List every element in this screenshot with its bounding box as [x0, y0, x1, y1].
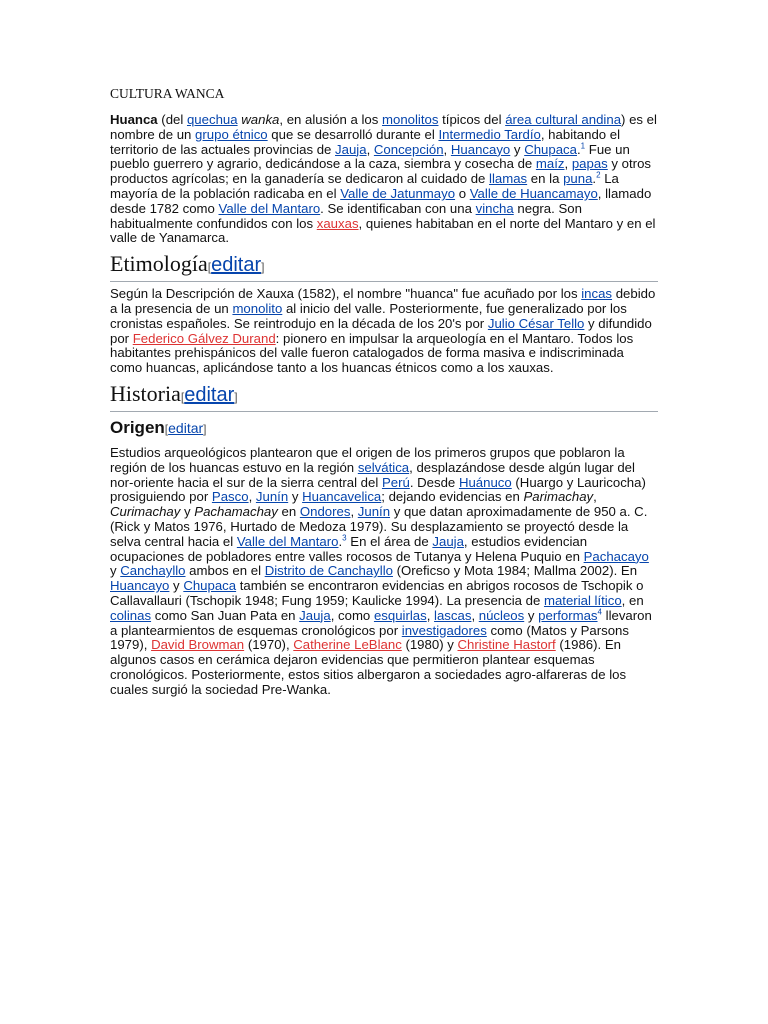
bracket-close: ] — [234, 389, 238, 404]
link-canchayllo[interactable]: Canchayllo — [120, 563, 186, 579]
subsection-title: Origen — [110, 417, 165, 437]
document-title: CULTURA WANCA — [110, 86, 225, 101]
section-title: Historia — [110, 380, 181, 406]
link-nucleos[interactable]: núcleos — [478, 607, 525, 623]
text-run: , en — [621, 592, 644, 608]
footnote-link[interactable]: 4 — [597, 607, 602, 617]
bracket-open: [ — [180, 389, 185, 404]
text-run: y — [510, 141, 525, 157]
footnote-link[interactable]: 1 — [580, 141, 586, 151]
link-performas[interactable]: performas — [538, 607, 598, 623]
link-jauja[interactable]: Jauja — [335, 141, 367, 157]
link-area-cultural-andina[interactable]: área cultural andina — [505, 112, 622, 127]
link-pachacayo[interactable]: Pachacayo — [583, 548, 649, 564]
text-run: , habitando el territorio de las actuales provincias de — [110, 126, 621, 157]
link-monolitos[interactable]: monolitos — [382, 112, 439, 127]
link-xauxas[interactable]: xauxas — [316, 215, 359, 231]
link-federico-galvez-durand[interactable]: Federico Gálvez Durand — [132, 330, 276, 346]
link-intermedio-tardio[interactable]: Intermedio Tardío — [438, 126, 541, 142]
text-run: Estudios arqueológicos plantearon que el origen de los primeros grupos que poblaron la región de los huancas estuvo en la región — [110, 444, 625, 475]
text-run: , — [564, 156, 572, 172]
link-papas[interactable]: papas — [571, 156, 608, 172]
origen-paragraph — [110, 446, 658, 698]
link-chupaca[interactable]: Chupaca — [524, 141, 577, 157]
text-run: , como — [330, 607, 374, 623]
text-run: ) es el nombre de un — [110, 112, 657, 142]
text-run: o — [455, 185, 470, 201]
link-vincha[interactable]: vincha — [475, 200, 514, 216]
text-run: En el área de — [346, 533, 433, 549]
link-ondores[interactable]: Ondores — [299, 504, 351, 520]
footnote-link[interactable]: 3 — [342, 533, 347, 543]
link-llamas[interactable]: llamas — [489, 171, 528, 187]
link-catherine-leblanc[interactable]: Catherine LeBlanc — [293, 637, 402, 653]
link-valle-del-mantaro[interactable]: Valle del Mantaro — [218, 200, 321, 216]
text-run: y difundido por — [110, 315, 652, 346]
text-run: también se encontraron evidencias en abrigos rocosos de Tschopik o Callavallauri (Tschopik 1948; Fung 1959; Kaulicke 1994). La presencia de — [110, 578, 644, 608]
link-valle-de-huancamayo[interactable]: Valle de Huancamayo — [469, 185, 598, 201]
link-jauja-2[interactable]: Jauja — [432, 533, 464, 549]
document-page — [110, 86, 658, 698]
text-run: , — [350, 504, 358, 520]
text-run: Según la Descripción de Xauxa (1582), el nombre "huanca" fue acuñado por los — [110, 286, 582, 302]
text-run: . Desde — [409, 474, 459, 490]
link-pasco[interactable]: Pasco — [211, 489, 249, 505]
etimologia-paragraph — [110, 287, 658, 376]
link-concepcion[interactable]: Concepción — [373, 141, 444, 157]
text-run: . — [592, 171, 597, 187]
link-huancayo[interactable]: Huancayo — [450, 141, 511, 157]
link-peru[interactable]: Perú — [381, 474, 410, 490]
link-david-browman[interactable]: David Browman — [151, 637, 245, 653]
text-run: , — [443, 141, 451, 157]
intro-paragraph — [110, 113, 658, 246]
text-run: como San Juan Pata en — [151, 607, 300, 623]
section-title: Etimología — [110, 251, 208, 277]
bracket-close: ] — [261, 260, 265, 275]
link-huancavelica[interactable]: Huancavelica — [302, 489, 382, 505]
text-run: y — [524, 607, 539, 623]
footnote-link[interactable]: 2 — [596, 170, 601, 180]
link-monolito[interactable]: monolito — [232, 300, 283, 316]
subsection-heading-origen — [110, 417, 658, 440]
text-run: y otros productos agrícolas; en la ganadería se dedicaron al cuidado de — [110, 156, 652, 187]
text-run: en — [277, 504, 300, 520]
text-run: (del — [157, 112, 187, 127]
link-lascas[interactable]: lascas — [434, 607, 472, 623]
text-run: negra. Son habitualmente confundidos con los — [110, 200, 582, 231]
text-run: La mayoría de la población radicaba en el — [110, 171, 619, 201]
text-run: y — [288, 489, 303, 505]
link-maiz[interactable]: maíz — [535, 156, 565, 172]
text-run: como (Matos y Parsons 1979), — [110, 622, 629, 653]
link-colinas[interactable]: colinas — [110, 607, 152, 623]
link-junin-2[interactable]: Junín — [357, 504, 391, 520]
text-run: que se desarrolló durante el — [267, 126, 439, 142]
text-run: (Huargo y Lauricocha) prosiguiendo por — [110, 474, 646, 505]
text-run: en la — [527, 171, 564, 187]
section-heading-etimologia — [110, 251, 658, 282]
link-material-litico[interactable]: material lítico — [543, 592, 622, 608]
text-run: y — [180, 504, 195, 520]
text-run: . — [338, 533, 343, 549]
text-run: : pionero en impulsar la arqueología en el Mantaro. Todos los habitantes prehispánicos del valle fueron catalogados de forma masiva e indiscriminada como huancas, aplicándose tanto a los huancas étnicos como a los xauxas. — [110, 330, 634, 376]
text-run: al inicio del valle. Posteriormente, fue generalizado por los cronistas españoles. Se reintrodujo en la década de los 20's por — [110, 300, 627, 331]
section-heading-historia — [110, 381, 658, 412]
text-run: . — [576, 141, 581, 157]
edit-link-historia[interactable]: editar — [184, 383, 235, 406]
link-quechua[interactable]: quechua — [186, 112, 238, 127]
link-puna[interactable]: puna — [563, 171, 593, 187]
link-huancayo-2[interactable]: Huancayo — [110, 578, 170, 594]
text-run: debido a la presencia de un — [110, 286, 656, 316]
edit-link-origen[interactable]: editar — [168, 419, 204, 436]
text-run: ; dejando evidencias en — [381, 489, 524, 505]
link-esquirlas[interactable]: esquirlas — [373, 607, 427, 623]
text-run: llevaron a plantearmientos de esquemas cronológicos por — [110, 607, 652, 638]
link-chupaca-2[interactable]: Chupaca — [183, 578, 237, 594]
text-run: , estudios evidencian ocupaciones de pobladores entre valles rocosos de Tutanya y Helena Puquio en — [110, 533, 588, 564]
text-run: , desplazándose desde algún lugar del nor-oriente hacia el sur de la sierra central del — [110, 459, 635, 490]
link-grupo-etnico[interactable]: grupo étnico — [195, 126, 268, 142]
link-investigadores[interactable]: investigadores — [401, 622, 487, 638]
text-run: , en alusión a los — [279, 112, 383, 127]
text-run: , quienes habitaban en el norte del Mantaro y en el valle de Yanamarca. — [110, 215, 656, 246]
text-run: , — [471, 607, 479, 623]
text-run: y — [169, 578, 184, 594]
link-jauja-3[interactable]: Jauja — [299, 607, 331, 623]
text-run: , — [366, 141, 374, 157]
text-run: , — [248, 489, 256, 505]
link-incas[interactable]: incas — [581, 286, 613, 302]
text-run: Fue un pueblo guerrero y agrario, dedicándose a la caza, siembra y cosecha de — [110, 141, 630, 172]
link-huanuco[interactable]: Huánuco — [458, 474, 512, 490]
text-run: (Oreficso y Mota 1984; Mallma 2002). En — [392, 563, 638, 579]
text-run: (1986). En algunos casos en cerámica dejaron evidencias que permitieron plantear esquemas cronológicos. Posteriormente, estos sitios albergaron a sociedades agro-alfareras de los cuales surgió la sociedad Pre-Wanka. — [110, 637, 627, 697]
link-valle-de-jatunmayo[interactable]: Valle de Jatunmayo — [340, 185, 456, 201]
text-run: y que datan aproximadamente de 950 a. C. (Rick y Matos 1976, Hurtado de Medoza 1979). Su desplazamiento se proyectó desde la selva central hacia el — [110, 504, 648, 549]
term-parimachay: Parimachay — [523, 489, 594, 505]
text-run: típicos del — [438, 112, 506, 127]
edit-link-etimologia[interactable]: editar — [211, 254, 262, 277]
text-run: . Se identificaban con una — [320, 200, 476, 216]
text-run: , llamado desde 1782 como — [110, 185, 652, 216]
term-curimachay: Curimachay — [110, 504, 181, 520]
link-julio-cesar-tello[interactable]: Julio César Tello — [487, 315, 585, 331]
term-wanka: wanka — [241, 112, 280, 127]
text-run: y — [110, 563, 121, 579]
term-huanca: Huanca — [110, 112, 158, 127]
text-run: ambos en el — [185, 563, 265, 579]
text-run: , — [593, 489, 597, 505]
link-christine-hastorf[interactable]: Christine Hastorf — [457, 637, 556, 653]
link-valle-del-mantaro-2[interactable]: Valle del Mantaro — [236, 533, 339, 549]
bracket-close: ] — [203, 421, 207, 436]
term-pachamachay: Pachamachay — [194, 504, 278, 520]
bracket-open: [ — [207, 260, 212, 275]
text-run: (1970), — [244, 637, 294, 653]
link-distrito-de-canchayllo[interactable]: Distrito de Canchayllo — [264, 563, 393, 579]
link-junin[interactable]: Junín — [255, 489, 289, 505]
link-selvatica[interactable]: selvática — [357, 459, 410, 475]
text-run: , — [426, 607, 435, 623]
bracket-open: [ — [164, 421, 169, 436]
text-run: (1980) y — [401, 637, 458, 653]
